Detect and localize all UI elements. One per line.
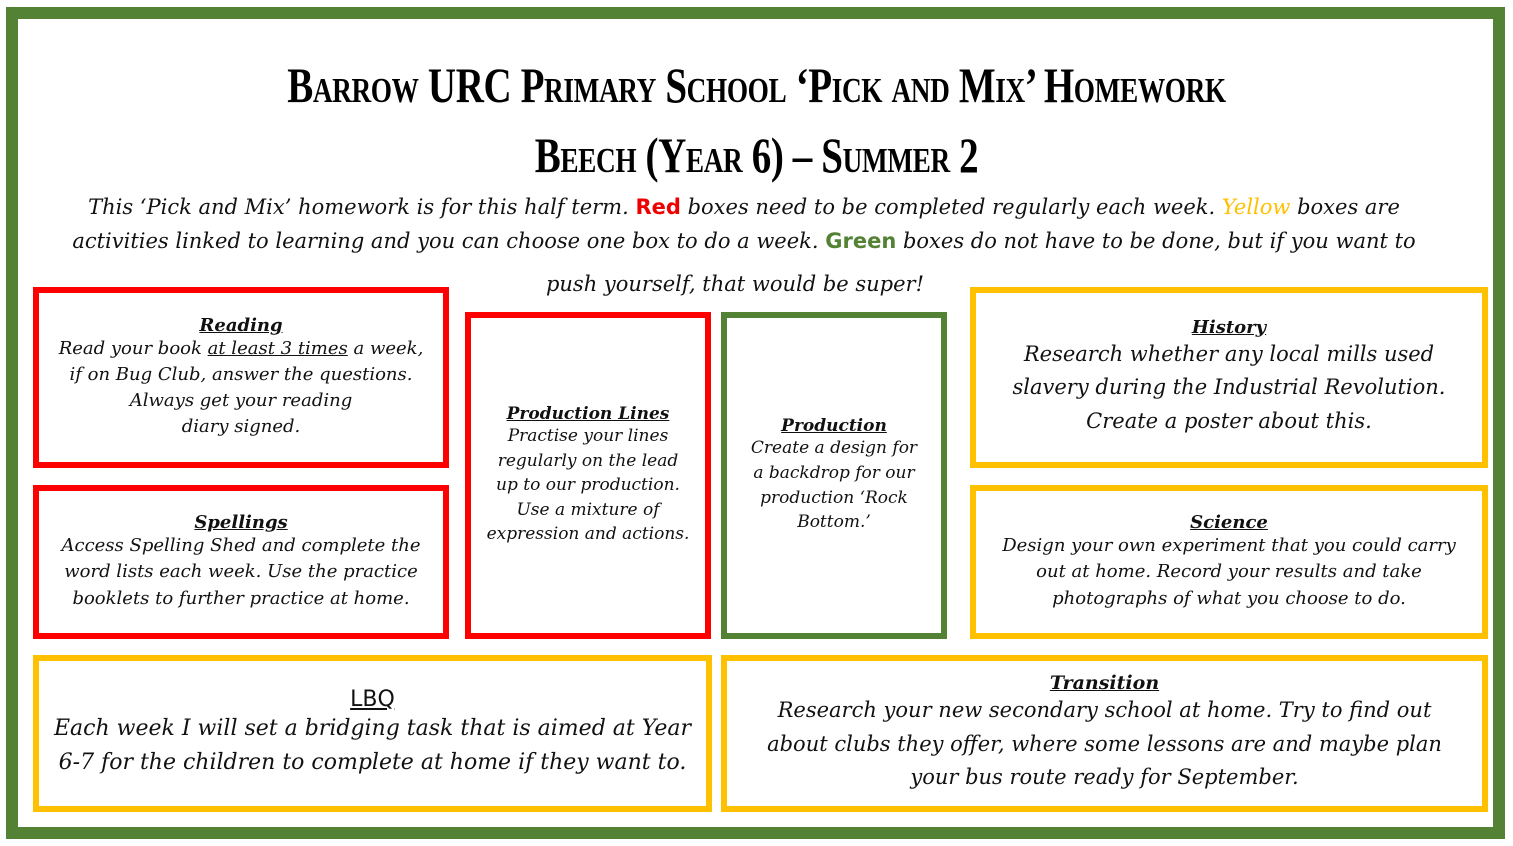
- box-text: a week,: [347, 337, 424, 359]
- box-line: photographs of what you choose to do.: [1052, 587, 1406, 609]
- intro-text: boxes do not have to be done, but if you want to: [896, 229, 1416, 253]
- box-heading: History: [1191, 316, 1267, 338]
- box-body: [59, 336, 424, 440]
- box-line: Create a design for: [750, 438, 918, 459]
- box-line: expression and actions.: [486, 524, 690, 545]
- box-line: Design your own experiment that you could carry: [1002, 535, 1456, 557]
- box-line: slavery during the Industrial Revolution.: [1012, 375, 1446, 400]
- science-box: [970, 485, 1488, 639]
- box-line: out at home. Record your results and take: [1036, 561, 1422, 583]
- box-line: [59, 336, 424, 362]
- box-line: Use a mixture of: [516, 499, 660, 520]
- box-line: word lists each week. Use the practice: [64, 561, 418, 583]
- box-heading: LBQ: [350, 686, 395, 712]
- box-line: Practise your lines: [507, 425, 669, 446]
- box-line: Create a poster about this.: [1086, 408, 1372, 433]
- box-body: [61, 533, 420, 611]
- intro-red-word: Red: [635, 195, 681, 219]
- lbq-box: [33, 655, 712, 812]
- history-box: [970, 287, 1488, 468]
- box-line: 6-7 for the children to complete at home if they want to.: [58, 750, 687, 775]
- box-body: [767, 694, 1442, 795]
- intro-line-1: [34, 195, 1454, 219]
- intro-text: activities linked to learning and you can choose one box to do a week.: [72, 229, 826, 253]
- box-line: Research whether any local mills used: [1023, 341, 1435, 366]
- intro-line-3: push yourself, that would be super!: [545, 272, 925, 296]
- reading-box: [33, 287, 449, 468]
- box-line: Bottom.’: [797, 512, 871, 533]
- box-line: if on Bug Club, answer the questions.: [69, 363, 413, 385]
- box-line: production ‘Rock: [760, 487, 908, 508]
- intro-text: This ‘Pick and Mix’ homework is for this half term.: [88, 195, 636, 219]
- intro-text: boxes need to be completed regularly each week.: [680, 195, 1222, 219]
- box-text-underlined: at least 3 times: [207, 337, 348, 359]
- box-heading: Production Lines: [506, 403, 670, 424]
- box-heading: Spellings: [194, 512, 288, 534]
- box-heading: Production: [781, 416, 887, 437]
- box-body: [751, 436, 917, 535]
- page-subtitle: Beech (Year 6) – Summer 2: [534, 127, 979, 183]
- intro-text: boxes are: [1290, 195, 1400, 219]
- intro-green-word: Green: [825, 229, 897, 253]
- box-line: Research your new secondary school at home. Try to find out: [777, 698, 1432, 723]
- box-body: [487, 424, 690, 547]
- box-line: diary signed.: [181, 416, 301, 438]
- box-body: [1013, 338, 1446, 439]
- box-heading: Science: [1190, 512, 1268, 534]
- production-lines-box: [465, 312, 711, 639]
- box-line: regularly on the lead: [497, 450, 679, 471]
- production-box: [721, 312, 947, 639]
- box-text: Read your book: [58, 337, 208, 359]
- box-heading: Transition: [1049, 672, 1160, 695]
- box-line: a backdrop for our: [753, 462, 915, 483]
- box-line: booklets to further practice at home.: [72, 587, 410, 609]
- box-body: [1002, 533, 1456, 611]
- box-body: [54, 712, 691, 780]
- intro-yellow-word: Yellow: [1221, 195, 1291, 219]
- box-line: your bus route ready for September.: [910, 765, 1299, 790]
- spellings-box: [33, 485, 449, 639]
- box-line: up to our production.: [496, 475, 680, 496]
- intro-line-2: [34, 229, 1454, 253]
- page-title: Barrow URC Primary School ‘Pick and Mix’ Homework: [287, 57, 1226, 113]
- box-line: Each week I will set a bridging task that is aimed at Year: [54, 715, 691, 741]
- box-line: about clubs they offer, where some lessons are and maybe plan: [767, 731, 1442, 756]
- transition-box: [721, 655, 1488, 812]
- box-heading: Reading: [199, 314, 283, 336]
- box-line: Access Spelling Shed and complete the: [61, 535, 421, 557]
- box-line: Always get your reading: [129, 390, 353, 411]
